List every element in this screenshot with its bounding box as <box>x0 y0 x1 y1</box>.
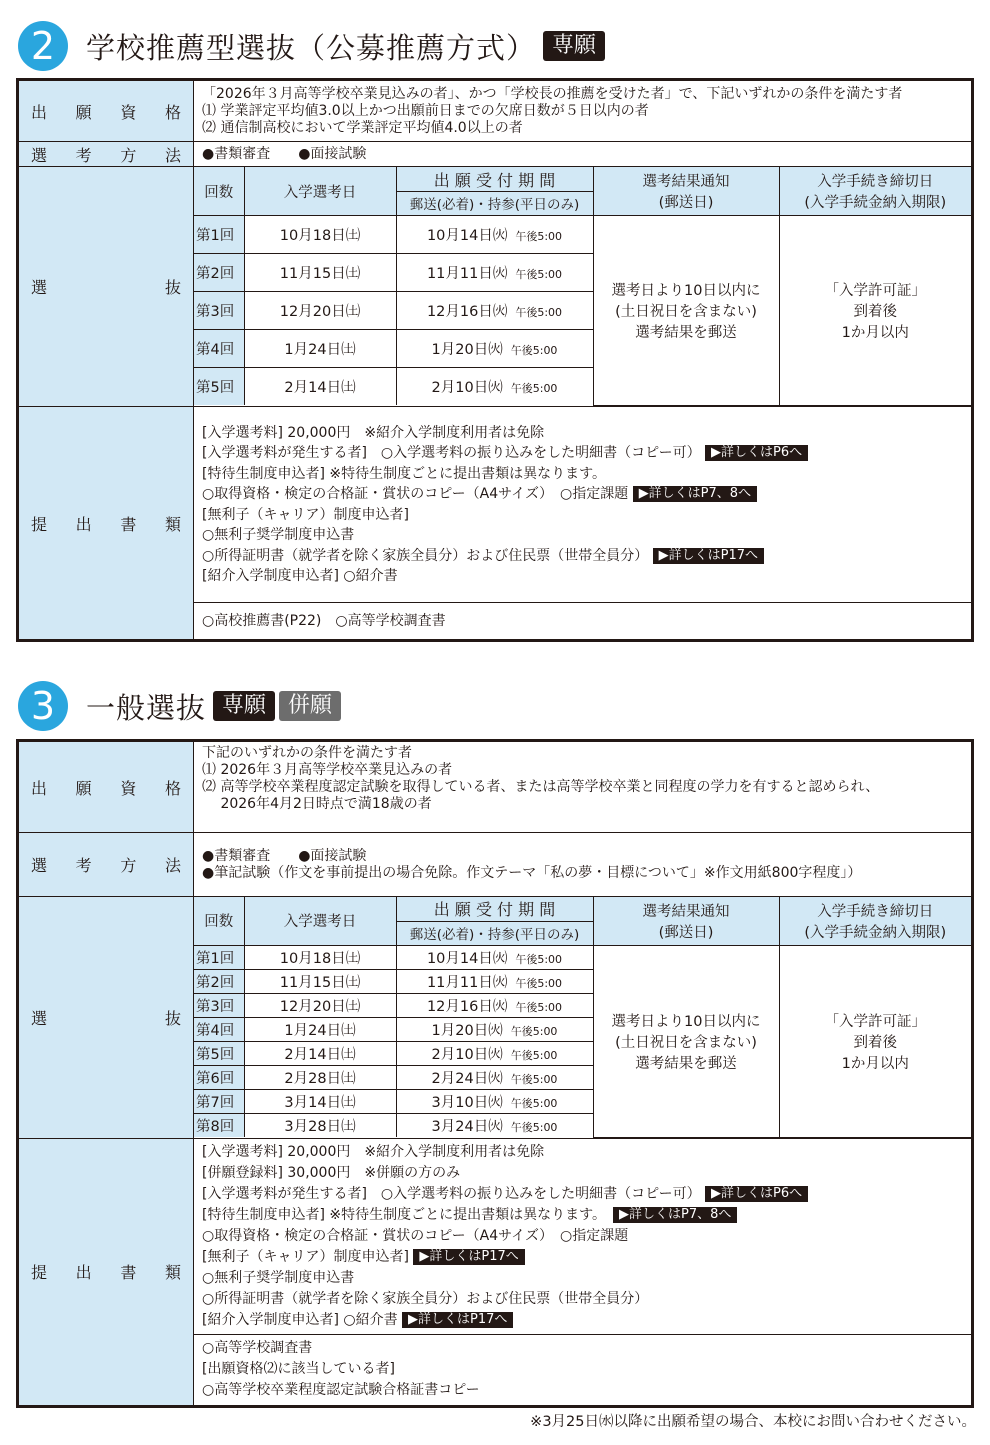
label-method: 選 考 方 法 <box>18 142 194 167</box>
schedule-row: 第3回 12月20日㈯ 12月16日㈫ 午後5:00 <box>194 993 971 1017</box>
section-number-badge: 2 <box>18 21 68 71</box>
schedule-row: 第1回 10月18日㈯ 10月14日㈫ 午後5:00 選考日より10日以内に (土日祝日を含まない) 選考結果を郵送 「入学許可証」 到着後 1か月以内 <box>194 215 971 253</box>
section-3-table <box>16 739 974 1408</box>
link-p6[interactable]: ▶詳しくはP6へ <box>705 445 808 461</box>
qualification-content: 下記のいずれかの条件を満たす者 ⑴ 2026年３月高等学校卒業見込みの者 ⑵ 高等学校卒業程度認定試験を取得している者、または高等学校卒業と同程度の学力を有すると認められ、 2026年4月2日時点で満18歳の者 <box>194 741 973 833</box>
schedule-row: 第8回 3月28日㈯ 3月24日㈫ 午後5:00 <box>194 1113 971 1137</box>
header-exam-date: 入学選考日 <box>244 167 396 215</box>
schedule-row: 第3回 12月20日㈯ 12月16日㈫ 午後5:00 <box>194 291 971 329</box>
schedule-table <box>194 897 971 1138</box>
method-content: ●書類審査 ●面接試験 <box>194 142 973 167</box>
schedule-row: 第1回 10月18日㈯ 10月14日㈫ 午後5:00 選考日より10日以内に (土日祝日を含まない) 選考結果を郵送 「入学許可証」 到着後 1か月以内 <box>194 945 971 969</box>
section-title: 一般選抜 <box>86 690 207 725</box>
header-round: 回数 <box>194 897 244 945</box>
qualification-content: 「2026年３月高等学校卒業見込みの者」、かつ「学校長の推薦を受けた者」で、下記いずれかの条件を満たす者 ⑴ 学業評定平均値3.0以上かつ出願前日までの欠席日数が５日以内の者 ⑵ 通信制高校において学業評定平均値4.0以上の者 <box>194 80 973 142</box>
label-qualification: 出 願 資 格 <box>18 80 194 142</box>
header-result: 選考結果通知 (郵送日) <box>593 897 779 945</box>
schedule-table <box>194 167 971 406</box>
header-deadline: 入学手続き締切日 (入学手続金納入期限) <box>779 167 971 215</box>
link-p7-8[interactable]: ▶詳しくはP7、8へ <box>613 1207 737 1223</box>
schedule-row: 第5回 2月14日㈯ 2月10日㈫ 午後5:00 <box>194 1041 971 1065</box>
label-qualification: 出 願 資 格 <box>18 741 194 833</box>
schedule-cell <box>194 897 973 1139</box>
label-documents: 提 出 書 類 <box>18 407 194 641</box>
deadline-text: 「入学許可証」 到着後 1か月以内 <box>779 945 971 1137</box>
section-2-header <box>18 18 605 74</box>
label-documents: 提 出 書 類 <box>18 1138 194 1406</box>
header-deadline: 入学手続き締切日 (入学手続金納入期限) <box>779 897 971 945</box>
header-period: 出 願 受 付 期 間 <box>396 897 593 921</box>
documents-bottom: ○高等学校調査書 [出願資格⑵に該当している者] ○高等学校卒業程度認定試験合格証書コピー <box>194 1334 973 1406</box>
documents-content: [入学選考料] 20,000円 ※紹介入学制度利用者は免除 [併願登録料] 30,000円 ※併願の方のみ [入学選考料が発生する者] ○入学選考料の振り込みをした明細書（コピー可） ▶詳しくはP6へ [特待生制度申込者] ※特待生制度ごとに提出書類は異なります。 ▶詳しくはP7、8へ ○取得資格・検定の合格証・賞状のコピー（A4サイズ） ○指定課題 [無利子（キャリア）制度申込者] ▶詳しくはP17へ ○無利子奨学制度申込書 ○所得証明書（就学者を除く家族全員分）および住民票（世帯全員分） [紹介入学制度申込者] ○紹介書 ▶詳しくはP17へ <box>194 1138 973 1334</box>
tag-heigan: 併願 <box>279 691 341 721</box>
documents-content: [入学選考料] 20,000円 ※紹介入学制度利用者は免除 [入学選考料が発生する者] ○入学選考料の振り込みをした明細書（コピー可） ▶詳しくはP6へ [特待生制度申込者] ※特待生制度ごとに提出書類は異なります。 ○取得資格・検定の合格証・賞状のコピー（A4サイズ） ○指定課題 ▶詳しくはP7、8へ [無利子（キャリア）制度申込者] ○無利子奨学制度申込書 ○所得証明書（就学者を除く家族全員分）および住民票（世帯全員分） ▶詳しくはP17へ [紹介入学制度申込者] ○紹介書 <box>194 407 973 603</box>
schedule-row: 第7回 3月14日㈯ 3月10日㈫ 午後5:00 <box>194 1089 971 1113</box>
header-round: 回数 <box>194 167 244 215</box>
method-content: ●書類審査 ●面接試験 ●筆記試験（作文を事前提出の場合免除。作文テーマ「私の夢・目標について」※作文用紙800字程度」） <box>194 833 973 897</box>
link-p17[interactable]: ▶詳しくはP17へ <box>653 548 764 564</box>
section-title: 学校推薦型選抜（公募推薦方式） <box>86 30 537 65</box>
header-period-sub: 郵送(必着)・持参(平日のみ) <box>396 921 593 945</box>
header-period-sub: 郵送(必着)・持参(平日のみ) <box>396 191 593 215</box>
result-text: 選考日より10日以内に (土日祝日を含まない) 選考結果を郵送 <box>593 945 779 1137</box>
section-2-table <box>16 78 974 642</box>
header-exam-date: 入学選考日 <box>244 897 396 945</box>
label-method: 選 考 方 法 <box>18 833 194 897</box>
schedule-row: 第5回 2月14日㈯ 2月10日㈫ 午後5:00 <box>194 367 971 405</box>
tag-senngan: 専願 <box>213 691 275 721</box>
section-3-header <box>18 678 341 734</box>
link-p17[interactable]: ▶詳しくはP17へ <box>402 1312 513 1328</box>
result-text: 選考日より10日以内に (土日祝日を含まない) 選考結果を郵送 <box>593 215 779 405</box>
schedule-row: 第4回 1月24日㈯ 1月20日㈫ 午後5:00 <box>194 329 971 367</box>
tag-senngan: 専願 <box>543 31 605 61</box>
schedule-row: 第6回 2月28日㈯ 2月24日㈫ 午後5:00 <box>194 1065 971 1089</box>
link-p7-8[interactable]: ▶詳しくはP7、8へ <box>633 486 757 502</box>
documents-bottom: ○高校推薦書(P22) ○高等学校調査書 <box>194 603 973 641</box>
deadline-text: 「入学許可証」 到着後 1か月以内 <box>779 215 971 405</box>
label-selection: 選 抜 <box>18 897 194 1139</box>
schedule-row: 第2回 11月15日㈯ 11月11日㈫ 午後5:00 <box>194 969 971 993</box>
header-period: 出 願 受 付 期 間 <box>396 167 593 191</box>
schedule-cell <box>194 167 973 407</box>
schedule-row: 第2回 11月15日㈯ 11月11日㈫ 午後5:00 <box>194 253 971 291</box>
link-p17[interactable]: ▶詳しくはP17へ <box>413 1249 524 1265</box>
label-selection: 選 抜 <box>18 167 194 407</box>
footnote: ※3月25日㈬以降に出願希望の場合、本校にお問い合わせください。 <box>530 1414 976 1430</box>
header-result: 選考結果通知 (郵送日) <box>593 167 779 215</box>
section-number-badge: 3 <box>18 681 68 731</box>
schedule-row: 第4回 1月24日㈯ 1月20日㈫ 午後5:00 <box>194 1017 971 1041</box>
link-p6[interactable]: ▶詳しくはP6へ <box>705 1186 808 1202</box>
